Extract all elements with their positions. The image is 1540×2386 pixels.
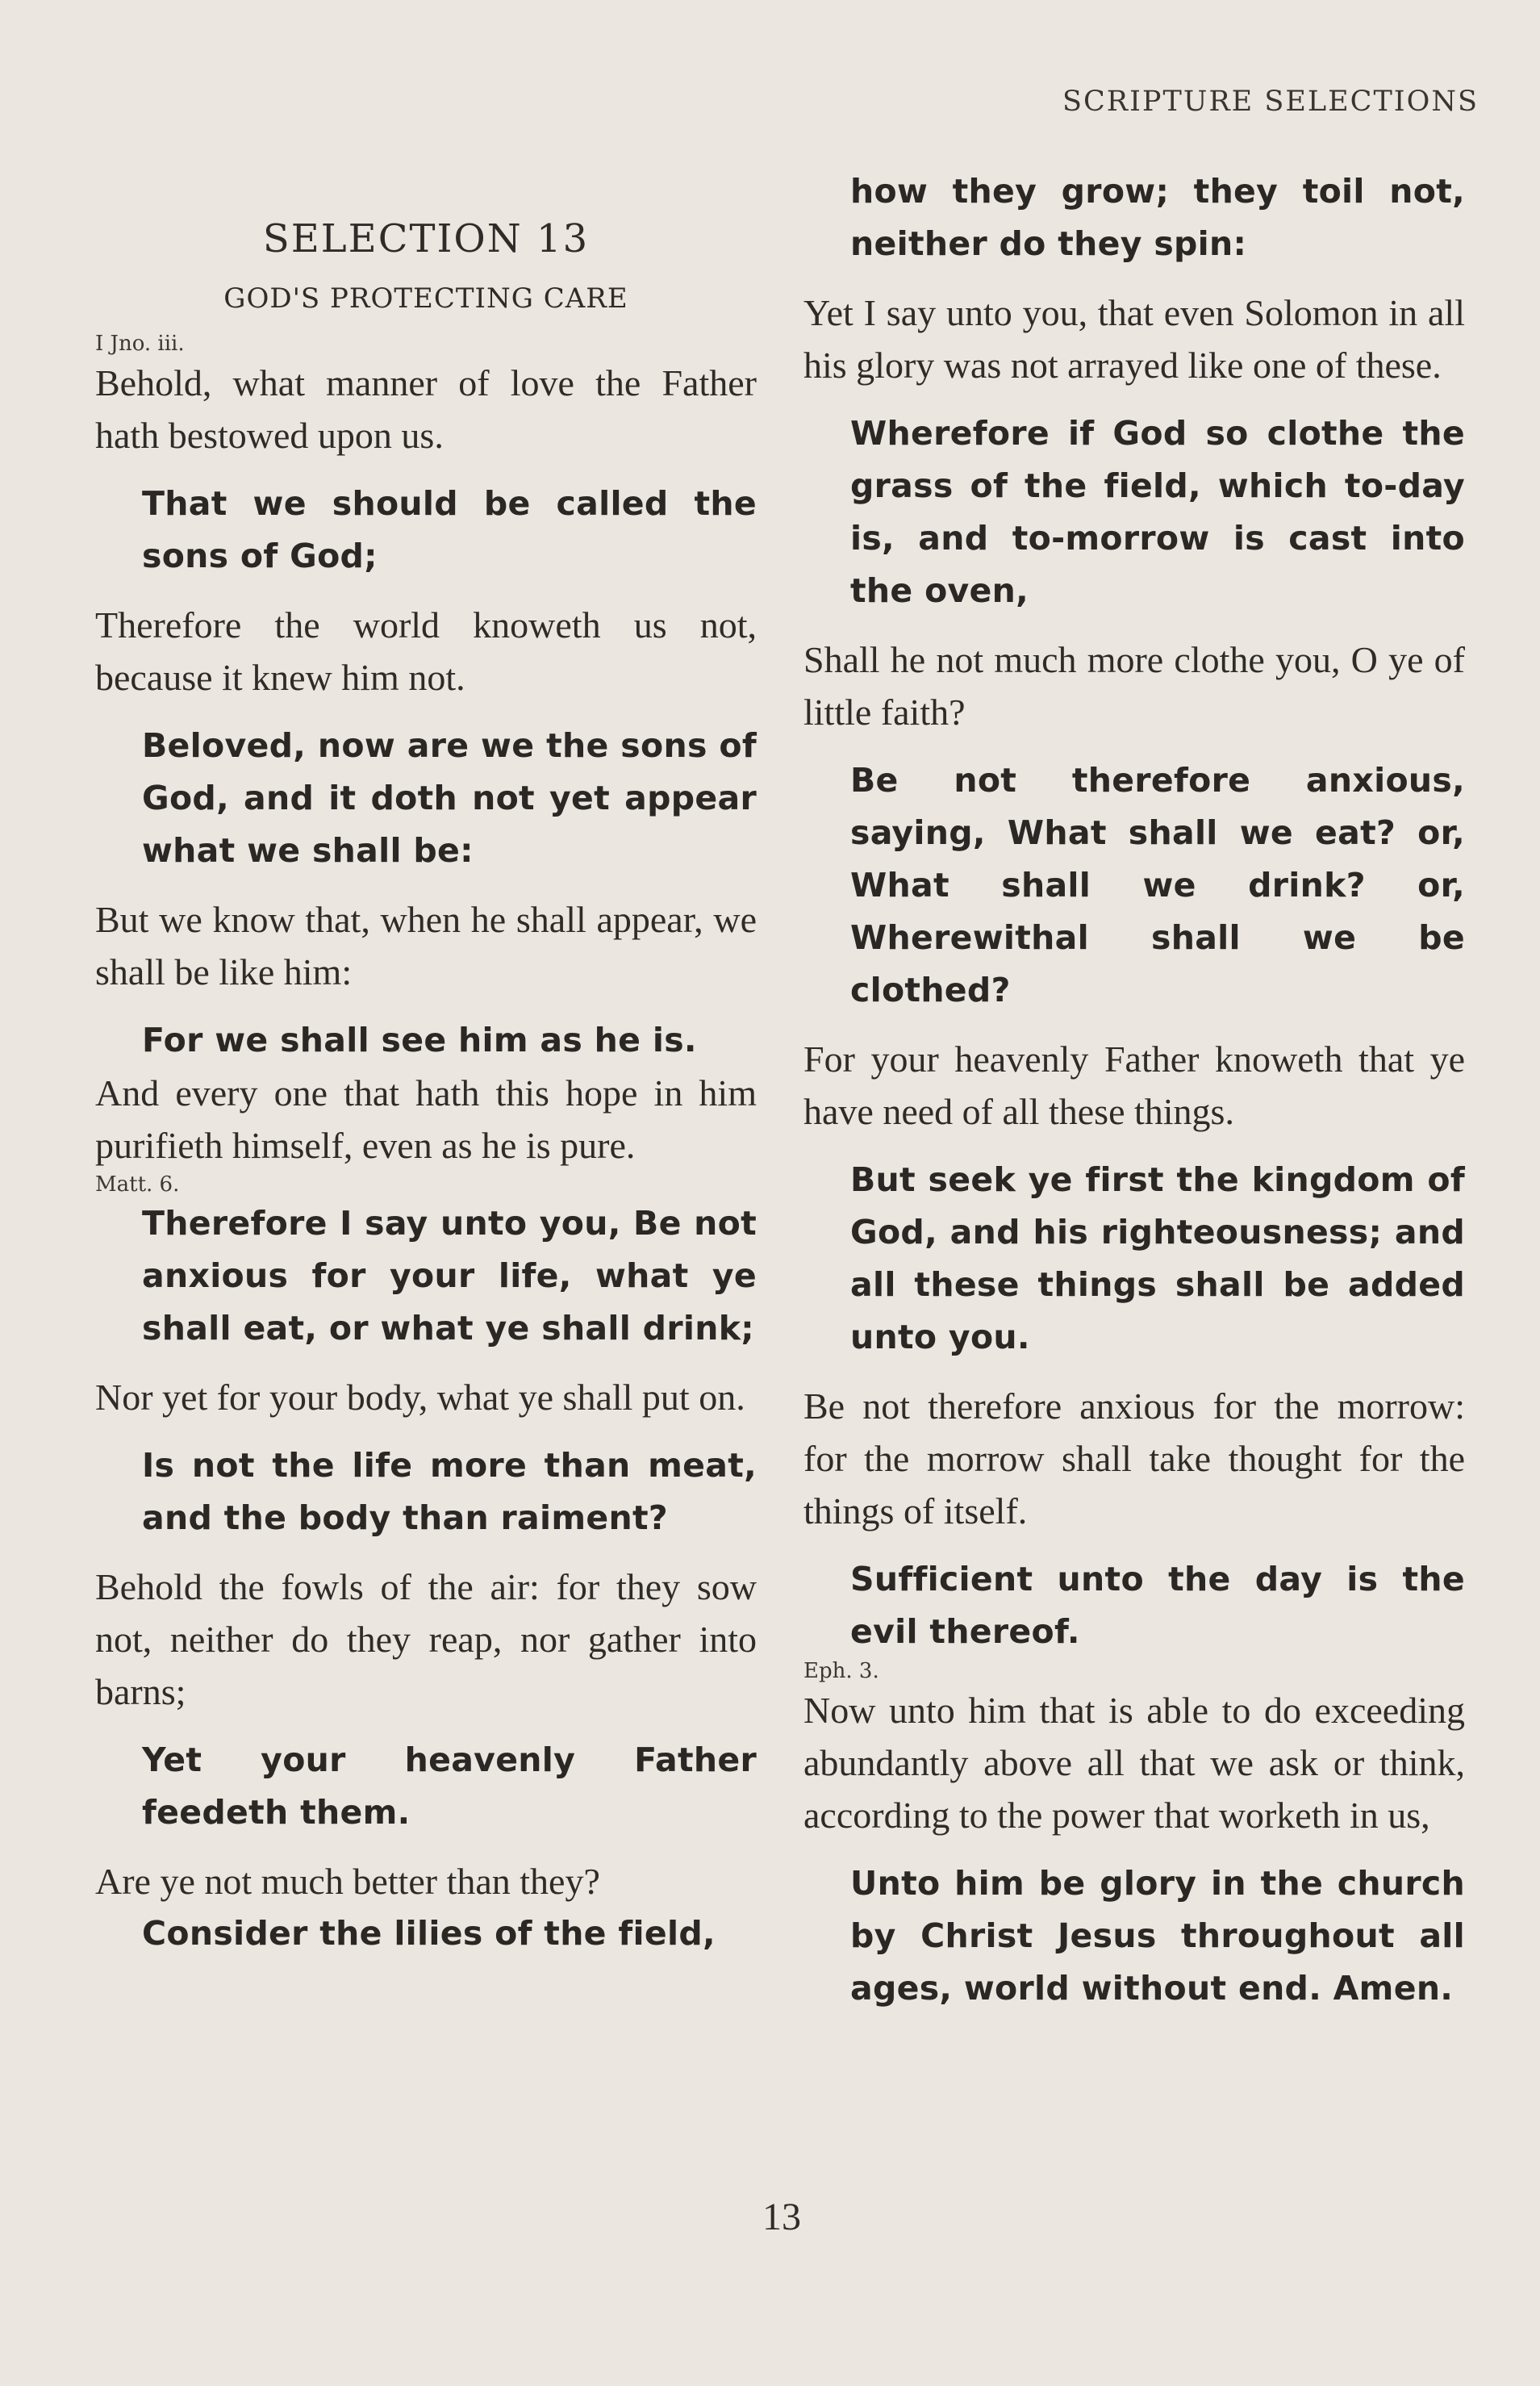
response-verse: For we shall see him as he is. xyxy=(142,1021,697,1059)
response-verse: Is not the life more than meat, and the body than raiment? xyxy=(142,1446,757,1537)
response-verse: That we should be called the sons of God; xyxy=(142,484,757,575)
verse: Therefore the world knoweth us not, because it knew him not. xyxy=(95,604,757,698)
response-verse: Yet your heavenly Father feedeth them. xyxy=(142,1740,757,1832)
left-column xyxy=(95,216,757,1960)
response-verse: Wherefore if God so clothe the grass of the field, which to-day is, and to-morrow is cast into the oven, xyxy=(850,414,1465,610)
verse: Nor yet for your body, what ye shall put on. xyxy=(95,1377,745,1418)
response-verse: Sufficient unto the day is the evil thereof. xyxy=(850,1560,1465,1651)
verse: Behold the fowls of the air: for they sow not, neither do they reap, nor gather into barns; xyxy=(95,1566,757,1712)
verse: But we know that, when he shall appear, we shall be like him: xyxy=(95,899,757,992)
page-number: 13 xyxy=(762,2196,801,2238)
verse: Shall he not much more clothe you, O ye of little faith? xyxy=(803,639,1465,733)
selection-subtitle: GOD'S PROTECTING CARE xyxy=(223,282,628,315)
verse: Are ye not much better than they? xyxy=(95,1861,600,1902)
response-verse: Beloved, now are we the sons of God, and it doth not yet appear what we shall be: xyxy=(142,726,757,870)
scripture-reference: Eph. 3. xyxy=(803,1659,879,1683)
verse: Yet I say unto you, that even Solomon in all his glory was not arrayed like one of these. xyxy=(803,292,1465,386)
response-verse: how they grow; they toil not, neither do they spin: xyxy=(850,172,1465,263)
response-verse: But seek ye first the kingdom of God, and his righteousness; and all these things shall be added unto you. xyxy=(850,1160,1465,1356)
verse: Behold, what manner of love the Father hath bestowed upon us. xyxy=(95,362,757,456)
response-verse: Unto him be glory in the church by Christ Jesus throughout all ages, world without end. Amen. xyxy=(850,1864,1465,2008)
response-verse: Therefore I say unto you, Be not anxious for your life, what ye shall eat, or what ye shall drink; xyxy=(142,1204,757,1348)
verse: Now unto him that is able to do exceeding abundantly above all that we ask or think, according to the power that worketh in us, xyxy=(803,1690,1465,1836)
response-verse: Be not therefore anxious, saying, What shall we eat? or, What shall we drink? or, Wherewithal shall we be clothed? xyxy=(850,761,1465,1009)
verse: For your heavenly Father knoweth that ye have need of all these things. xyxy=(803,1038,1465,1132)
scripture-reference: I Jno. iii. xyxy=(95,332,185,356)
scripture-reference: Matt. 6. xyxy=(95,1172,180,1197)
right-column xyxy=(803,165,1465,2015)
verse: Be not therefore anxious for the morrow: for the morrow shall take thought for the things of itself. xyxy=(803,1385,1465,1531)
selection-title: SELECTION 13 xyxy=(262,216,590,261)
running-head: SCRIPTURE SELECTIONS xyxy=(1062,86,1479,118)
verse: And every one that hath this hope in him purifieth himself, even as he is pure. xyxy=(95,1072,757,1166)
response-verse: Consider the lilies of the field, xyxy=(142,1914,716,1953)
